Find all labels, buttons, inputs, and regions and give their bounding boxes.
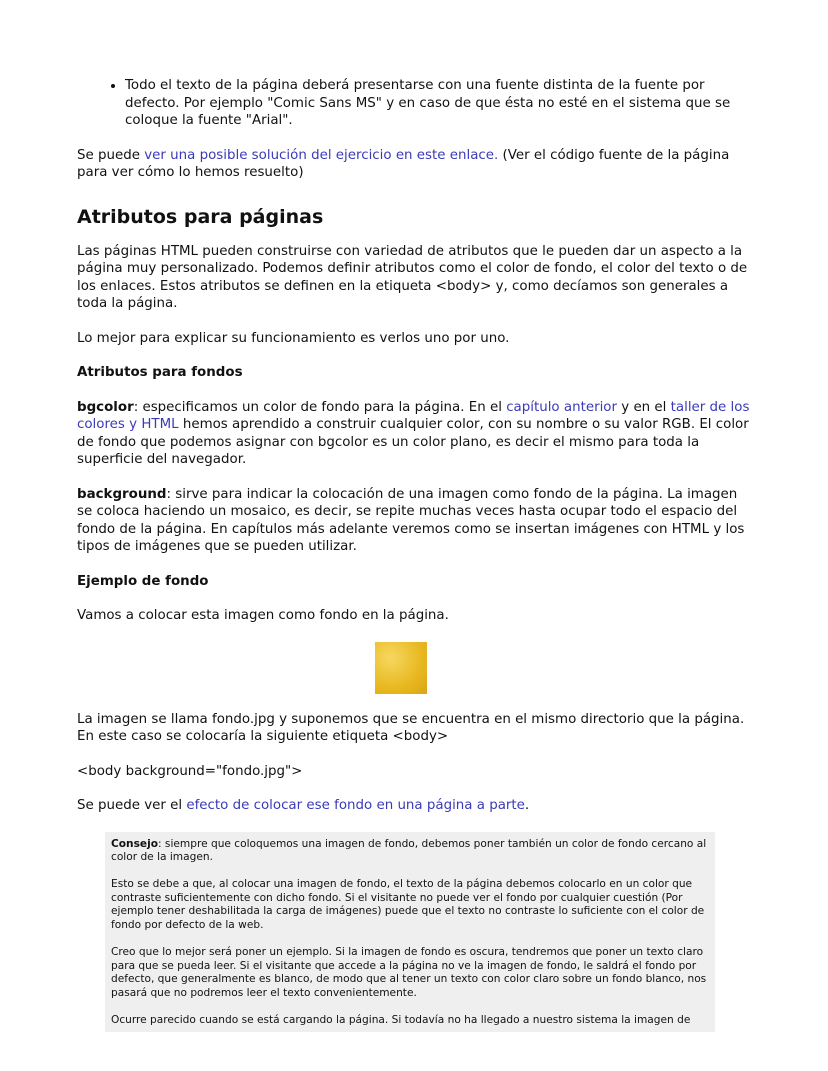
tip-box: Consejo: siempre que coloquemos una imagen de fondo, debemos poner también un color de fondo cercano al color de la imagen. Esto se debe a que, al colocar una imagen de fondo, el texto de la página debemos colocarlo en un color que contraste suficientemente con dicho fondo. Si el visitante no puede ver el fondo por cualquier cuestión (Por ejemplo tener deshabilitada la carga de imágenes) puede que el texto no contraste lo suficiente con el color de fondo por defecto de la web. Creo que lo mejor será poner un ejemplo. Si la imagen de fondo es oscura, tendremos que poner un texto claro para que se pueda leer. Si el visitante que accede a la página no ve la imagen de fondo, le saldrá el fondo por defecto, que generalmente es blanco, de modo que al tener un texto con color claro sobre un fondo blanco, nos pasará que no podremos leer el texto convenientemente. Ocurre parecido cuando se está cargando la página. Si todavía no ha llegado a nuestro sistema la imagen de xyxy=(105,832,715,1032)
previous-chapter-link[interactable]: capítulo anterior xyxy=(506,399,617,415)
requirements-list xyxy=(77,77,753,130)
intro-paragraph: Las páginas HTML pueden construirse con variedad de atributos que le pueden dar un aspecto a la página muy personalizado. Podemos definir atributos como el color de fondo, el color del texto o de los enlaces. Estos atributos se definen en la etiqueta <body> y, como decíamos son generales a toda la página. xyxy=(77,243,748,311)
subheading-example: Ejemplo de fondo xyxy=(77,573,209,589)
intro-paragraph-2: Lo mejor para explicar su funcionamiento es verlos uno por uno. xyxy=(77,330,510,346)
solution-link[interactable]: ver una posible solución del ejercicio en este enlace. xyxy=(144,147,499,163)
colors-workshop-link[interactable]: taller de los colores y HTML xyxy=(77,399,750,432)
solution-paragraph: Se puede ver una posible solución del ejercicio en este enlace. (Ver el código fuente de la página para ver cómo lo hemos resuelto) xyxy=(77,147,730,180)
bgcolor-paragraph: bgcolor: especificamos un color de fondo para la página. En el capítulo anterior y en el taller de los colores y HTML hemos aprendido a construir cualquier color, con su nombre o su valor RGB. El color de fondo que podemos asignar con bgcolor es un color plano, es decir el mismo para toda la superficie del navegador. xyxy=(77,399,750,467)
document xyxy=(77,77,753,1032)
list-item: • Todo el texto de la página deberá presentarse con una fuente distinta de la fuente por defecto. Por ejemplo "Comic Sans MS" y en caso de que ésta no esté en el sistema que se coloque la fuente "Arial". xyxy=(125,77,753,130)
subheading-backgrounds: Atributos para fondos xyxy=(77,365,243,380)
example-text: La imagen se llama fondo.jpg y suponemos que se encuentra en el mismo directorio que la página. En este caso se colocaría la siguiente etiqueta <body> xyxy=(77,711,745,744)
background-sample-image xyxy=(375,642,427,694)
example-intro: Vamos a colocar esta imagen como fondo en la página. xyxy=(77,608,449,623)
code-example: <body background="fondo.jpg"> xyxy=(77,763,303,779)
effect-link[interactable]: efecto de colocar ese fondo en una página a parte xyxy=(186,798,525,813)
effect-paragraph: Se puede ver el efecto de colocar ese fondo en una página a parte. xyxy=(77,798,530,813)
background-paragraph: background: sirve para indicar la colocación de una imagen como fondo de la página. La imagen se coloca haciendo un mosaico, es decir, se repite muchas veces hasta ocupar todo el espacio del fondo de la página. En capítulos más adelante veremos como se insertan imágenes con HTML y los tipos de imágenes que se pueden utilizar. xyxy=(77,486,745,554)
section-heading: Atributos para páginas xyxy=(77,205,324,228)
